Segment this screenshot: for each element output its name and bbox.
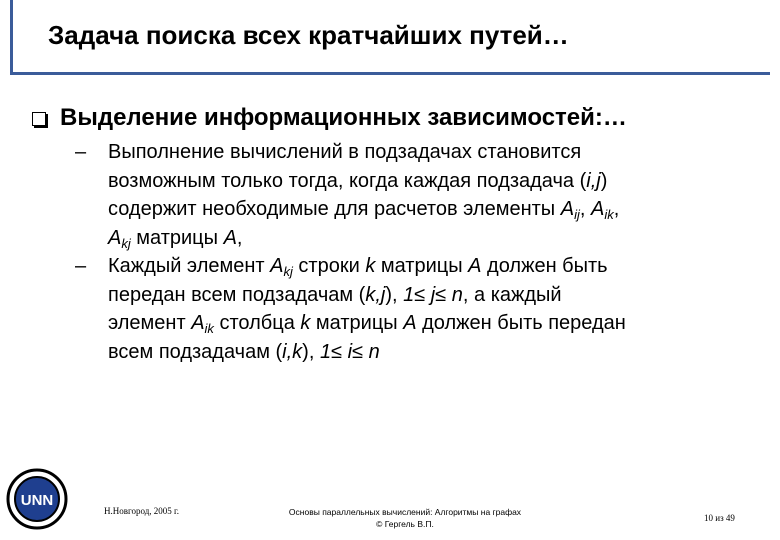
footer-course-title: Основы параллельных вычислений: Алгоритмы на графах	[288, 507, 522, 517]
page-number: 10 из 49	[704, 513, 735, 523]
footer-author: © Гергель В.П.	[376, 519, 434, 529]
dash-marker: –	[75, 141, 87, 163]
title-frame-left	[10, 0, 13, 75]
text-line: содержит необходимые для расчетов элементы $A_{ij}$, $A_{ik}$,	[108, 198, 620, 222]
text-line: передан всем подзадачам (k,j), 1≤ j≤ n, а каждый	[108, 283, 562, 306]
text-line: элемент $A_{ik}$ столбца k матрицы A должен быть передан	[108, 312, 626, 336]
sub-item-1	[75, 138, 755, 252]
sub-item-2	[75, 252, 755, 366]
footer-course	[240, 506, 570, 530]
text-line: Выполнение вычислений в подзадачах становится	[108, 141, 582, 163]
text-line: $A_{kj}$ матрицы A,	[108, 226, 243, 251]
unn-logo-icon	[6, 468, 68, 530]
text-line: всем подзадачам (i,k), 1≤ i≤ n	[108, 340, 380, 363]
main-bullet-text: Выделение информационных зависимостей:…	[60, 104, 627, 131]
dash-marker: –	[75, 255, 87, 277]
slide-title: Задача поиска всех кратчайших путей…	[48, 20, 569, 50]
main-bullet	[32, 104, 627, 132]
square-bullet-icon	[32, 112, 46, 126]
text-line: Каждый элемент $A_{kj}$ строки k матрицы A должен быть	[108, 255, 608, 279]
title-underline	[10, 72, 770, 75]
text-line: возможным только тогда, когда каждая подзадача (i,j)	[108, 169, 608, 192]
logo-text: UNN	[20, 492, 54, 509]
footer-location: Н.Новгород, 2005 г.	[104, 506, 179, 516]
